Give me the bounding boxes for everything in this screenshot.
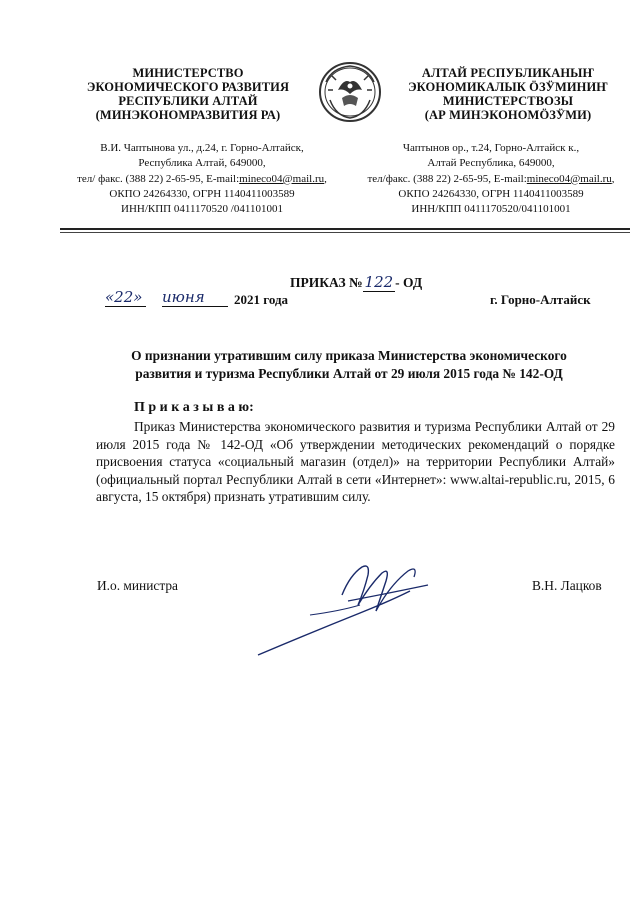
order-city: г. Горно-Алтайск — [490, 292, 591, 307]
signatory-name: В.Н. Лацков — [532, 578, 602, 593]
address-line: Республика Алтай, 649000, — [138, 157, 266, 170]
email-link[interactable]: mineco04@mail.ru — [239, 172, 325, 185]
header-right-address — [348, 141, 634, 217]
inn-line: ИНН/КПП 0411170520 /041101001 — [121, 203, 283, 216]
header-right-line: ЭКОНОМИКАЛЫК ÖЗӰМИНИҤ — [408, 80, 608, 94]
order-date-year: 2021 года — [234, 292, 289, 307]
order-date-day: «22» — [105, 288, 146, 307]
signatory-position: И.о. министра — [97, 578, 178, 593]
order-number-handwritten: 122 — [364, 273, 394, 291]
contacts-line: тел/факс. (388 22) 2-65-95, E-mail:mineco04@mail.ru, — [367, 172, 615, 185]
header-left-org-name — [68, 66, 308, 122]
order-title-prefix: ПРИКАЗ № — [290, 275, 363, 290]
header-right-org-name — [390, 66, 626, 122]
address-line: В.И. Чаптынова ул., д.24, г. Горно-Алтайск, — [100, 142, 304, 154]
okpo-line: ОКПО 24264330, ОГРН 1140411003589 — [109, 187, 295, 200]
okpo-line: ОКПО 24264330, ОГРН 1140411003589 — [398, 187, 584, 200]
address-line: Алтай Республика, 649000, — [427, 157, 555, 170]
email-link[interactable]: mineco04@mail.ru — [526, 172, 612, 185]
order-title-suffix: - ОД — [395, 275, 423, 290]
order-title — [290, 273, 422, 291]
order-subject — [60, 347, 638, 383]
header-left-line: (МИНЭКОНОМРАЗВИТИЯ РА) — [95, 108, 281, 122]
header-left-line: ЭКОНОМИЧЕСКОГО РАЗВИТИЯ — [86, 80, 290, 94]
contacts-line: тел/ факс. (388 22) 2-65-95, E-mail:mineco04@mail.ru, — [77, 172, 327, 185]
header-divider-thick — [60, 228, 630, 230]
header-divider-thin — [60, 232, 630, 233]
address-line: Чаптынов ор., т.24, Горно-Алтайск к., — [402, 142, 580, 154]
directive-heading: П р и к а з ы в а ю: — [134, 400, 254, 415]
header-right-line: МИНИСТЕРСТВОЗЫ — [442, 94, 574, 108]
subject-line: развития и туризма Республики Алтай от 29 июля 2015 года № 142-ОД — [135, 366, 563, 381]
handwritten-signature — [250, 555, 450, 665]
header-right-line: АЛТАЙ РЕСПУБЛИКАНЫҤ — [421, 66, 595, 80]
subject-line: О признании утратившим силу приказа Министерства экономического — [131, 348, 567, 363]
header-left-line: РЕСПУБЛИКИ АЛТАЙ — [118, 94, 258, 108]
order-date-month: июня — [162, 288, 228, 307]
republic-emblem-icon — [316, 60, 384, 124]
header-left-line: МИНИСТЕРСТВО — [132, 66, 244, 80]
header-left-address — [58, 141, 346, 217]
header-right-line: (АР МИНЭКОНОМÖЗӰМИ) — [424, 108, 592, 122]
order-body: Приказ Министерства экономического развития и туризма Республики Алтай от 29 июля 2015 года № 142-ОД «Об утверждении методических рекомендаций о порядке присвоения статуса «социальный магазин (отдел)» на территории Республики Алтай» (официальный портал Республики Алтай в сети «Интернет»: www.altai-republic.ru, 2015, 6 августа, 15 октября) признать утратившим силу. — [96, 419, 615, 505]
inn-line: ИНН/КПП 0411170520/041101001 — [411, 203, 571, 216]
